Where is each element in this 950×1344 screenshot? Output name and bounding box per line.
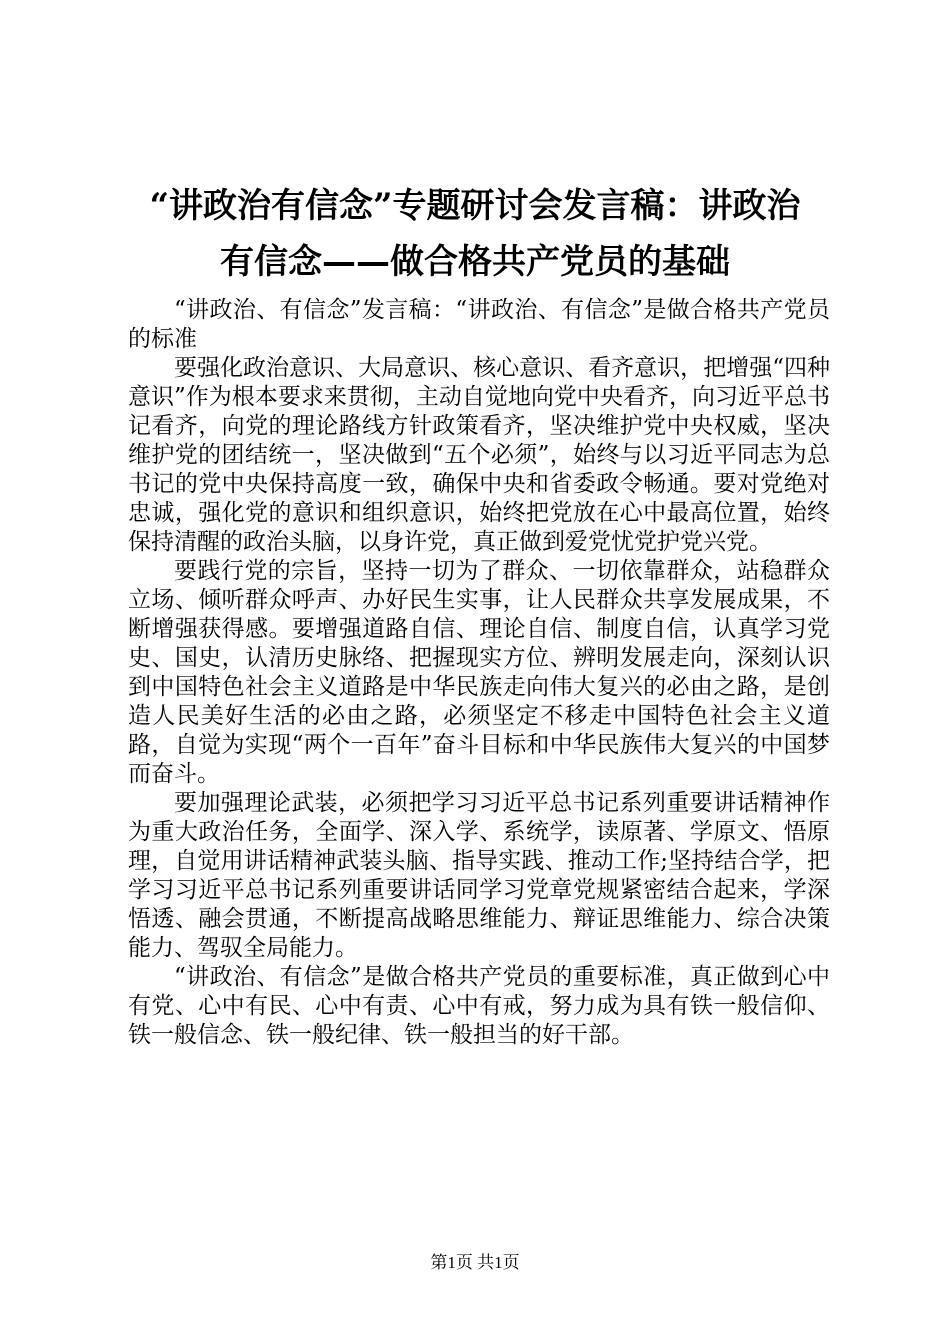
paragraph-5: “讲政治、有信念”是做合格共产党员的重要标准，真正做到心中有党、心中有民、心中有责、心中有戒，努力成为具有铁一般信仰、铁一般信念、铁一般纪律、铁一般担当的好干部。 bbox=[128, 964, 830, 1048]
paragraph-3: 要践行党的宗旨，坚持一切为了群众、一切依靠群众，站稳群众立场、倾听群众呼声、办好民生实事，让人民群众共享发展成果，不断增强获得感。要增强道路自信、理论自信、制度自信，认真学习党史、国史，认清历史脉络、把握现实方位、辨明发展走向，深刻认识到中国特色社会主义道路是中华民族走向伟大复兴的必由之路，是创造人民美好生活的必由之路，必须坚定不移走中国特色社会主义道路，自觉为实现“两个一百年”奋斗目标和中华民族伟大复兴的中国梦而奋斗。 bbox=[128, 558, 830, 787]
title-line-1: “讲政治有信念”专题研讨会发言稿：讲政治 bbox=[149, 186, 801, 226]
paragraph-1: “讲政治、有信念”发言稿：“讲政治、有信念”是做合格共产党员的标准 bbox=[128, 297, 830, 352]
document-body bbox=[128, 296, 830, 1050]
title-line-2: 有信念——做合格共产党员的基础 bbox=[220, 242, 730, 282]
paragraph-2: 要强化政治意识、大局意识、核心意识、看齐意识，把增强“四种意识”作为根本要求来贯彻，主动自觉地向党中央看齐，向习近平总书记看齐，向党的理论路线方针政策看齐，坚决维护党中央权威，坚决维护党的团结统一，坚决做到“五个必须”，始终与以习近平同志为总书记的党中央保持高度一致，确保中央和省委政令畅通。要对党绝对忠诚，强化党的意识和组织意识，始终把党放在心中最高位置，始终保持清醒的政治头脑，以身许党，真正做到爱党忧党护党兴党。 bbox=[128, 355, 830, 555]
document-title bbox=[100, 178, 850, 290]
page-footer: 第1页 共1页 bbox=[430, 1253, 520, 1272]
paragraph-4: 要加强理论武装，必须把学习习近平总书记系列重要讲话精神作为重大政治任务，全面学、深入学、系统学，读原著、学原文、悟原理，自觉用讲话精神武装头脑、指导实践、推动工作;坚持结合学，把学习习近平总书记系列重要讲话同学习党章党规紧密结合起来，学深悟透、融会贯通，不断提高战略思维能力、辩证思维能力、综合决策能力、驾驭全局能力。 bbox=[128, 790, 830, 961]
